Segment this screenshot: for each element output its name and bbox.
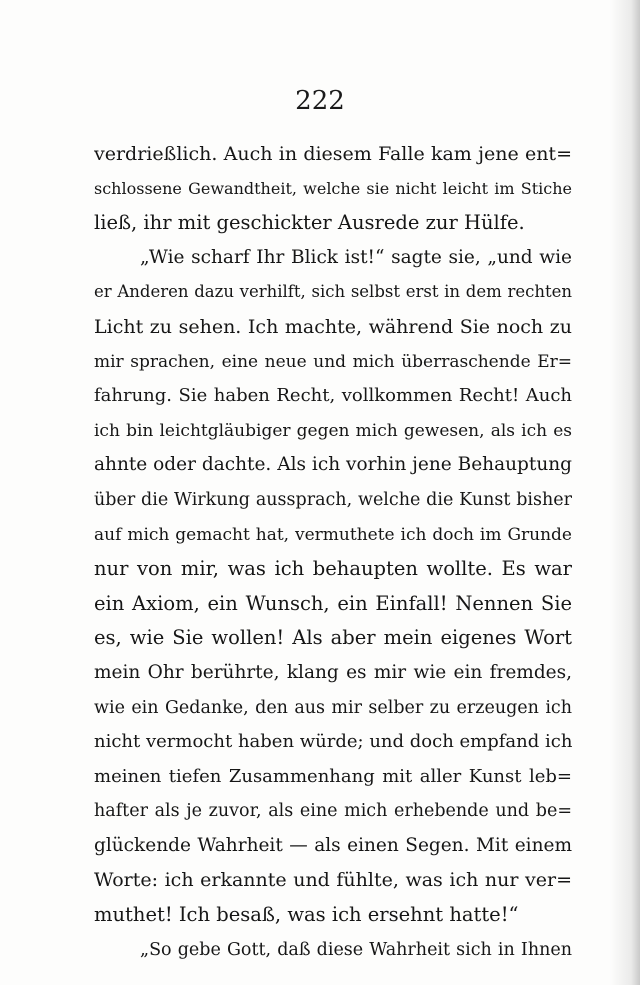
text-line: „Wie scharf Ihr Blick ist!“ sagte sie, „und wie	[140, 246, 572, 268]
text-line: Licht zu sehen. Ich machte, während Sie noch zu	[94, 315, 572, 338]
text-line: nicht vermocht haben würde; und doch empfand ich	[94, 731, 572, 753]
body-text	[94, 137, 572, 967]
page-edge-shadow	[610, 0, 640, 985]
text-line: schlossene Gewandtheit, welche sie nicht leicht im Stiche	[94, 178, 572, 198]
text-line: Worte: ich erkannte und fühlte, was ich nur ver=	[94, 869, 572, 892]
page-number: 222	[295, 86, 345, 116]
text-line: fahrung. Sie haben Recht, vollkommen Recht! Auch	[94, 385, 572, 407]
text-line: meinen tiefen Zusammenhang mit aller Kunst leb=	[94, 765, 572, 787]
text-line: ließ, ihr mit geschickter Ausrede zur Hülfe.	[94, 211, 525, 235]
text-line: ahnte oder dachte. Als ich vorhin jene Behauptung	[94, 454, 572, 476]
text-line: nur von mir, was ich behaupten wollte. Es war	[94, 557, 572, 581]
text-line: muthet! Ich besaß, was ich ersehnt hatte!“	[94, 903, 519, 927]
text-line: ich bin leichtgläubiger gegen mich gewesen, als ich es	[94, 420, 572, 441]
text-line: mein Ohr berührte, klang es mir wie ein fremdes,	[94, 661, 572, 683]
text-line: auf mich gemacht hat, vermuthete ich doch im Grunde	[94, 524, 572, 545]
text-line: er Anderen dazu verhilft, sich selbst erst in dem rechten	[94, 282, 572, 302]
text-line: über die Wirkung aussprach, welche die Kunst bisher	[94, 489, 572, 510]
text-line: „So gebe Gott, daß diese Wahrheit sich in Ihnen	[140, 939, 572, 960]
text-line: es, wie Sie wollen! Als aber mein eigenes Wort	[94, 626, 572, 650]
text-line: ein Axiom, ein Wunsch, ein Einfall! Nennen Sie	[94, 591, 572, 615]
text-line: verdrießlich. Auch in diesem Falle kam jene ent=	[94, 143, 572, 165]
text-line: wie ein Gedanke, den aus mir selber zu erzeugen ich	[94, 697, 572, 718]
text-line: mir sprachen, eine neue und mich überraschende Er=	[94, 351, 572, 372]
text-line: glückende Wahrheit — als einen Segen. Mit einem	[94, 834, 572, 856]
text-line: hafter als je zuvor, als eine mich erhebende und be=	[94, 801, 572, 822]
